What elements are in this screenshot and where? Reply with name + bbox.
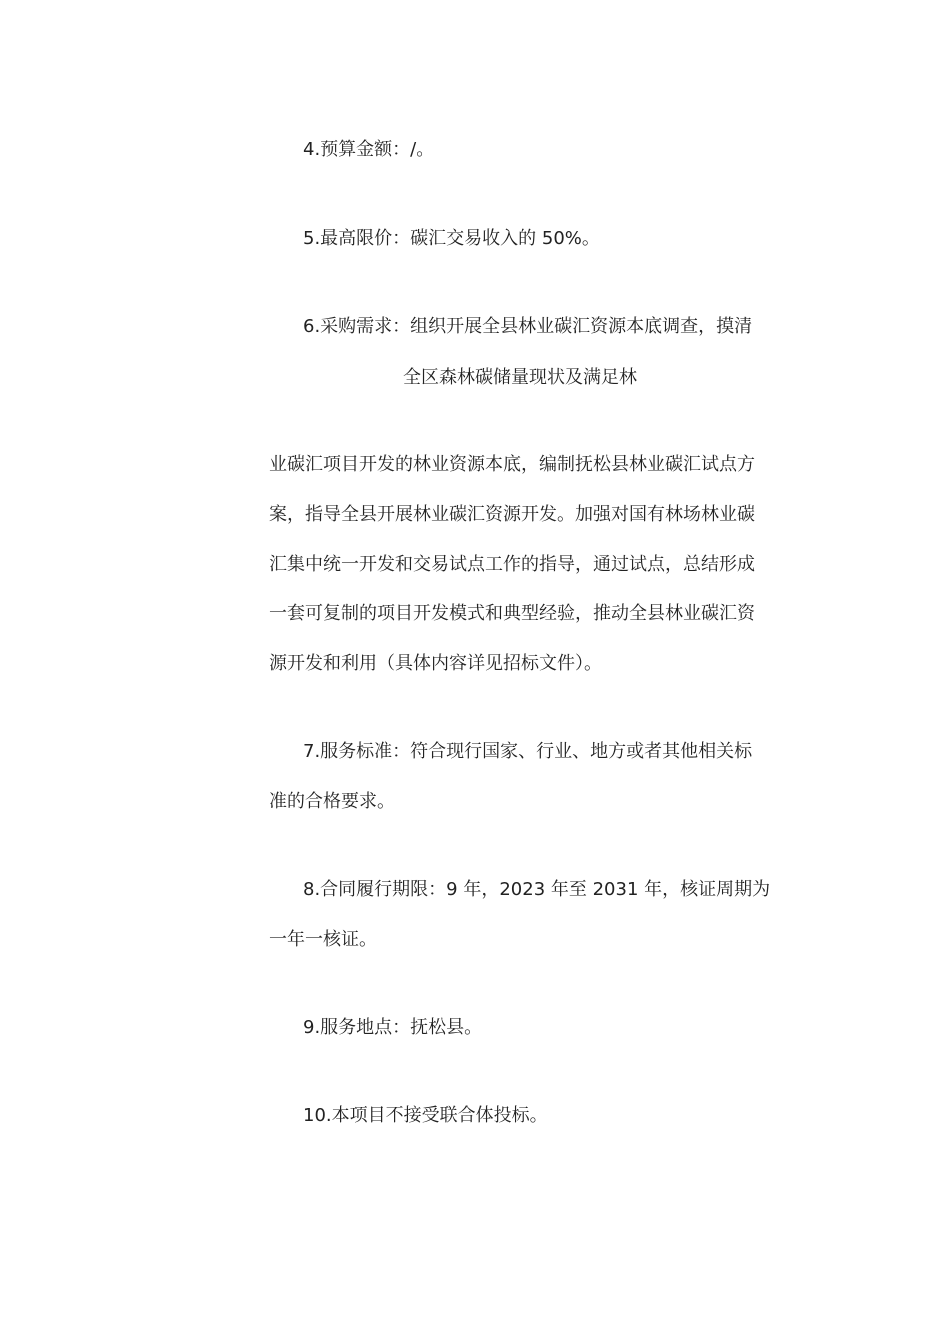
item-6-requirement-line-4: 案，指导全县开展林业碳汇资源开发。加强对国有林场林业碳 xyxy=(269,504,755,525)
item-6-requirement-line-2: 全区森林碳储量现状及满足林 xyxy=(403,367,637,388)
item-6-requirement-line-7: 源开发和利用（具体内容详见招标文件）。 xyxy=(269,653,602,674)
item-7-service-standard-line-1: 7.服务标准：符合现行国家、行业、地方或者其他相关标 xyxy=(303,741,753,762)
item-7-service-standard-line-2: 准的合格要求。 xyxy=(269,791,395,812)
item-5-max-price: 5.最高限价：碳汇交易收入的 50%。 xyxy=(303,228,600,249)
item-6-requirement-line-1: 6.采购需求：组织开展全县林业碳汇资源本底调查，摸清 xyxy=(303,316,753,337)
item-8-contract-period-line-2: 一年一核证。 xyxy=(269,929,377,950)
item-6-requirement-line-3: 业碳汇项目开发的林业资源本底，编制抚松县林业碳汇试点方 xyxy=(269,454,755,475)
item-4-budget: 4.预算金额：/。 xyxy=(303,139,435,160)
item-10-no-consortium: 10.本项目不接受联合体投标。 xyxy=(303,1105,548,1126)
item-6-requirement-line-5: 汇集中统一开发和交易试点工作的指导，通过试点，总结形成 xyxy=(269,554,755,575)
item-9-service-location: 9.服务地点：抚松县。 xyxy=(303,1017,483,1038)
item-6-requirement-line-6: 一套可复制的项目开发模式和典型经验，推动全县林业碳汇资 xyxy=(269,603,755,624)
item-8-contract-period-line-1: 8.合同履行期限：9 年，2023 年至 2031 年，核证周期为 xyxy=(303,879,771,900)
